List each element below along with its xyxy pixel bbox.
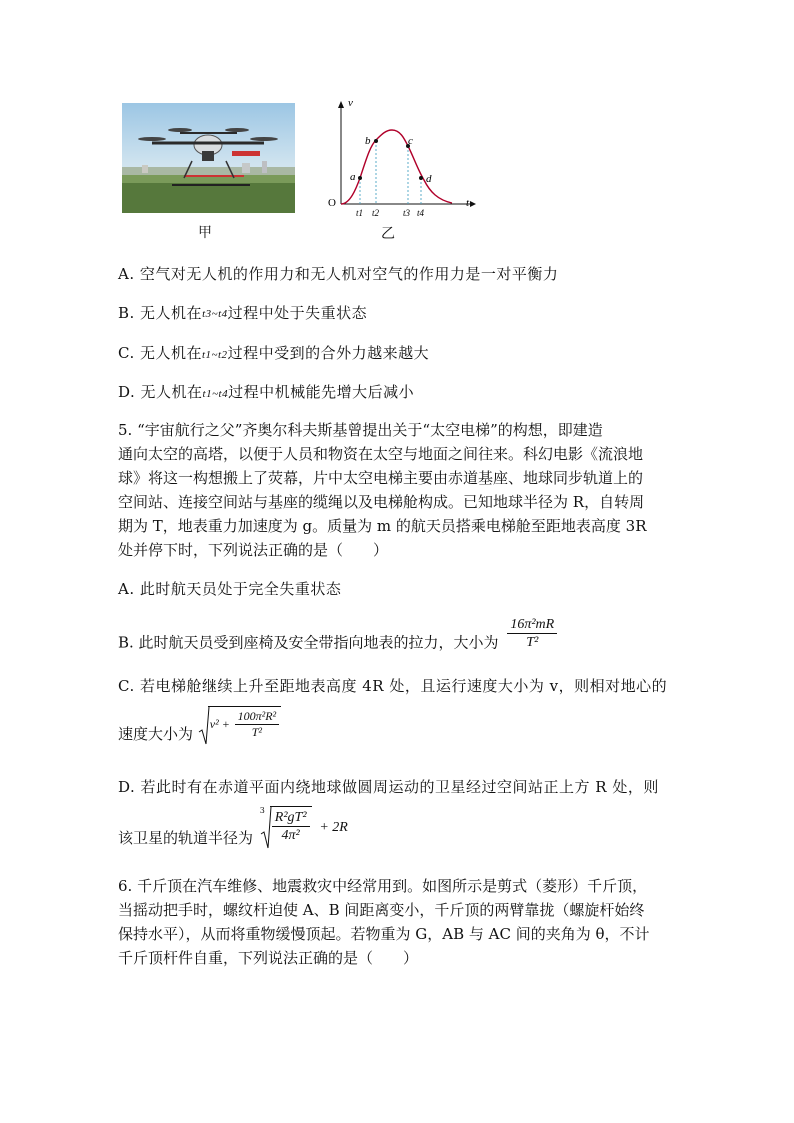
sqrt-fraction: [235, 709, 280, 740]
q5-option-b: [118, 616, 557, 653]
drone-photo: [122, 103, 295, 213]
q5-option-d-suffix: + 2R: [319, 820, 348, 835]
fraction-numerator: 100π²R²: [235, 709, 280, 725]
q6-stem-line: 千斤顶杆件自重，下列说法正确的是（ ）: [118, 949, 419, 967]
q5-option-c-line1: C. 若电梯舱继续上升至距地表高度 4R 处，且运行速度大小为 v，则相对地心的: [118, 677, 668, 695]
q4-option-b-pre: B. 无人机在: [118, 304, 203, 322]
q5-option-c-prefix: 速度大小为: [118, 725, 194, 743]
label-b: b: [365, 135, 371, 147]
q4-option-c: [118, 342, 429, 363]
q5-stem-line: 期为 T，地表重力加速度为 g。质量为 m 的航天员搭乘电梯舱至距地表高度 3R: [118, 517, 647, 535]
sqrt-expression: [198, 706, 281, 740]
fraction-denominator: 4π²: [281, 828, 300, 843]
q5-option-d-line1: D. 若此时有在赤道平面内绕地球做圆周运动的卫星经过空间站正上方 R 处，则: [118, 778, 659, 796]
q6-stem-line: 当摇动把手时，螺纹杆迫使 A、B 间距离变小，千斤顶的两臂靠拢（螺旋杆始终: [118, 901, 645, 919]
q4-option-d-range: t1~t4: [202, 388, 229, 400]
q5-stem-line: 球》将这一构想搬上了荧幕，片中太空电梯主要由赤道基座、地球同步轨道上的: [118, 469, 644, 487]
tick-t3: t3: [403, 208, 411, 218]
fraction-denominator: T²: [251, 725, 263, 739]
q5-option-a: A. 此时航天员处于完全失重状态: [118, 580, 342, 598]
x-axis-label: t: [466, 197, 470, 209]
sqrt-v-squared: v² +: [209, 717, 230, 731]
q4-option-c-post: 过程中受到的合外力越来越大: [227, 344, 430, 362]
root-index: 3: [259, 806, 265, 815]
figure-caption-yi: 乙: [381, 226, 395, 242]
q5-option-d-prefix: 该卫星的轨道半径为: [118, 829, 254, 847]
q5-option-b-fraction: [507, 616, 557, 651]
q4-option-d-pre: D. 无人机在: [118, 383, 203, 401]
q5-stem-line: 通向太空的高塔，以便于人员和物资在太空与地面之间往来。科幻电影《流浪地: [118, 445, 644, 463]
q4-option-b-range: t3~t4: [202, 308, 228, 320]
q5-option-c-line2: [118, 706, 281, 744]
label-a: a: [350, 171, 356, 183]
origin-label: O: [328, 197, 336, 209]
velocity-time-graph: [320, 94, 480, 224]
fraction-denominator: T²: [526, 635, 539, 650]
q6-stem-line: 保持水平），从而将重物缓慢顶起。若物重为 G，AB 与 AC 间的夹角为 θ，不计: [118, 925, 650, 943]
q4-option-c-pre: C. 无人机在: [118, 344, 202, 362]
q5-stem-line: 空间站、连接空间站与基座的缆绳以及电梯舱构成。已知地球半径为 R，自转周: [118, 493, 645, 511]
point-a: [358, 176, 362, 180]
q4-option-b-post: 过程中处于失重状态: [227, 304, 368, 322]
q4-option-d: [118, 381, 414, 402]
q4-option-d-post: 过程中机械能先增大后减小: [228, 383, 415, 401]
tick-t1: t1: [356, 208, 364, 218]
q5-option-d-line2: [118, 806, 348, 848]
q5-stem: [118, 418, 688, 562]
tick-t4: t4: [417, 208, 425, 218]
y-axis-label: v: [348, 97, 353, 109]
q4-option-b: [118, 302, 367, 323]
label-d: d: [426, 173, 432, 185]
fraction-numerator: R²gT²: [272, 809, 310, 827]
cube-root-expression: [258, 806, 312, 844]
q5-stem-line: 处并停下时，下列说法正确的是（ ）: [118, 541, 389, 559]
q4-option-a: A. 空气对无人机的作用力和无人机对空气的作用力是一对平衡力: [118, 265, 559, 283]
tick-t2: t2: [372, 208, 380, 218]
q6-stem-line: 6. 千斤顶在汽车维修、地震救灾中经常用到。如图所示是剪式（菱形）千斤顶，: [118, 877, 648, 895]
point-b: [374, 139, 378, 143]
velocity-curve: [341, 130, 452, 204]
q4-option-c-range: t1~t2: [201, 349, 228, 361]
root-fraction: [272, 809, 310, 844]
q5-stem-line: 5. “宇宙航行之父”齐奥尔科夫斯基曾提出关于“太空电梯”的构想，即建造: [118, 421, 603, 439]
q5-option-b-text: B. 此时航天员受到座椅及安全带指向地表的拉力，大小为: [118, 633, 499, 652]
label-c: c: [408, 135, 413, 147]
fraction-numerator: 16π²mR: [507, 616, 557, 634]
figure-caption-jia: 甲: [198, 225, 212, 241]
q6-stem: [118, 874, 688, 970]
point-d: [419, 176, 423, 180]
